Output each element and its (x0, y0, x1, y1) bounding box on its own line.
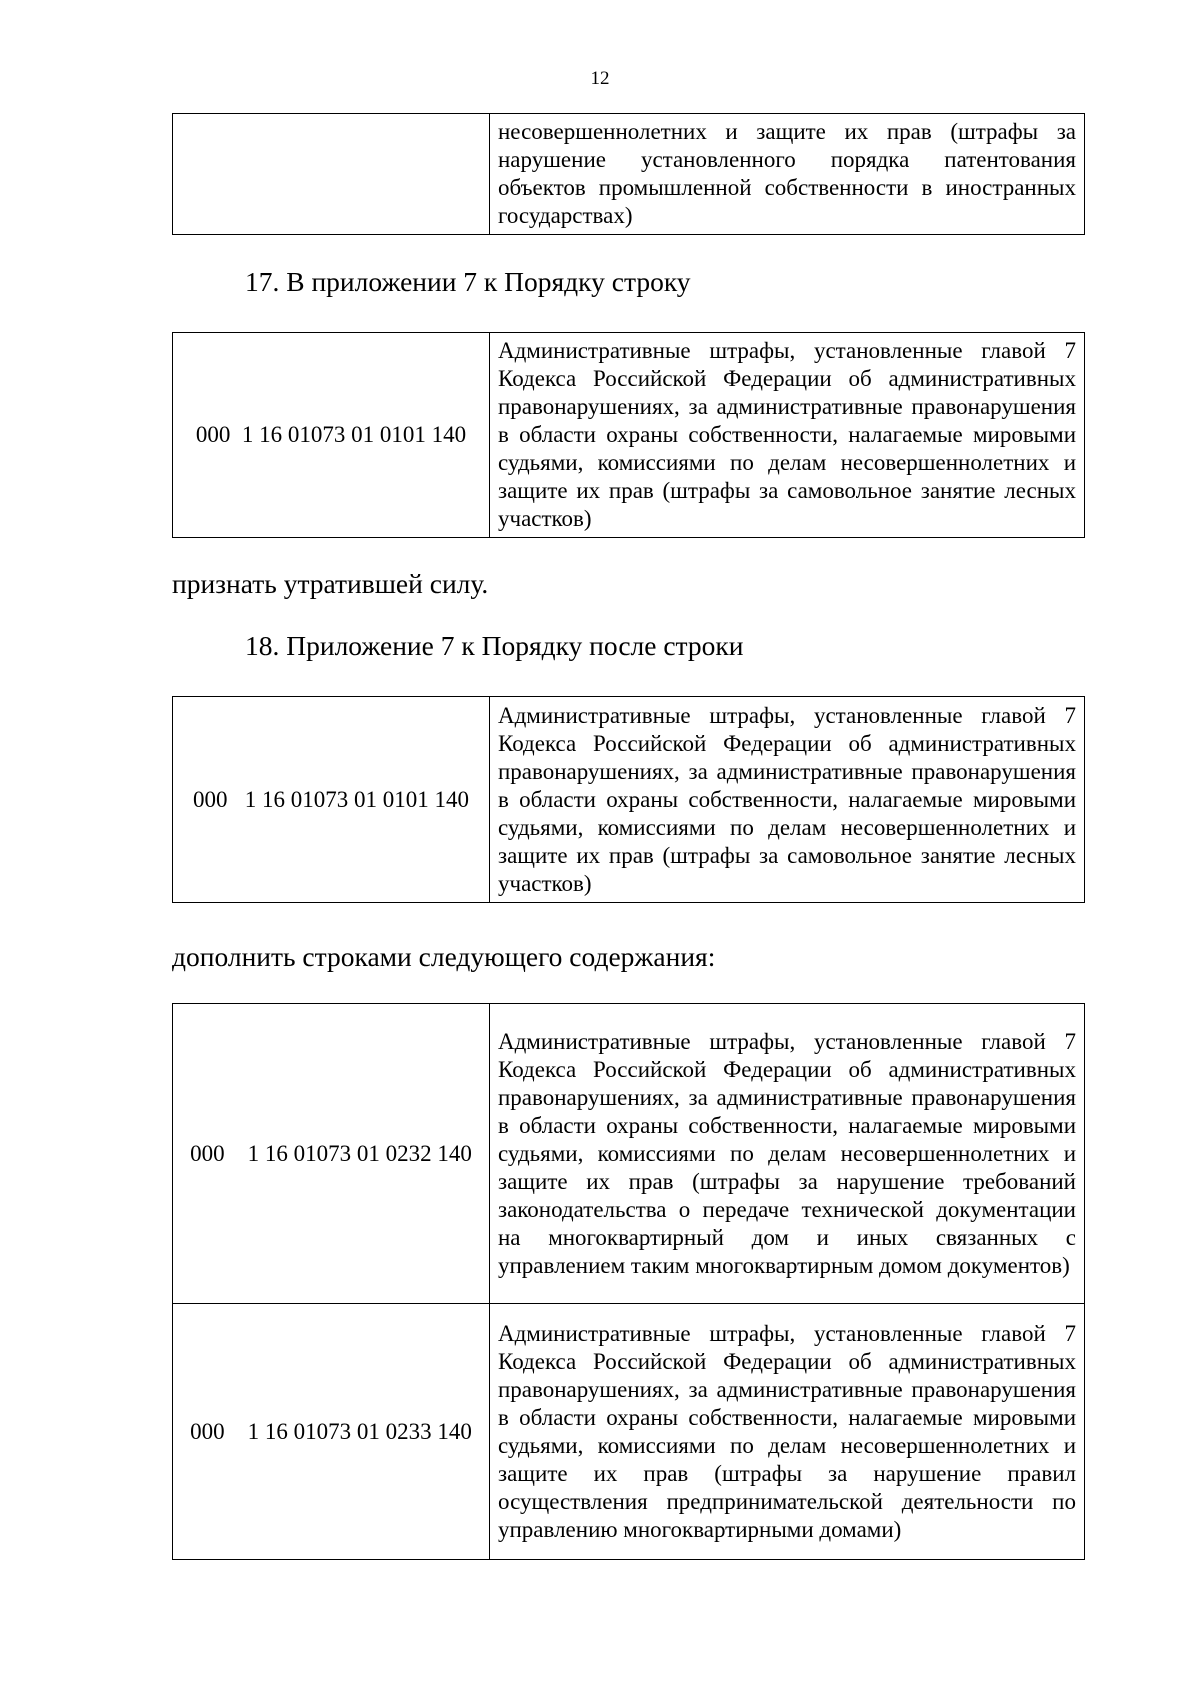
description-cell: Административные штрафы, установленные главой 7 Кодекса Российской Федерации об административных правонарушениях, за административные правонарушения в области охраны собственности, налагаемые мировыми судьями, комиссиями по делам несовершеннолетних и защите их прав (штрафы за самовольное занятие лесных участков) (490, 333, 1085, 538)
budget-code-cell (173, 114, 490, 235)
table-anchor-row (172, 696, 1085, 903)
paragraph-add: дополнить строками следующего содержания: (172, 941, 716, 972)
page-number: 12 (590, 68, 610, 89)
description-cell: несовершеннолетних и защите их прав (штрафы за нарушение установленного порядка патентования объектов промышленной собственности в иностранных государствах) (490, 114, 1085, 235)
description-cell: Административные штрафы, установленные главой 7 Кодекса Российской Федерации об административных правонарушениях, за административные правонарушения в области охраны собственности, налагаемые мировыми судьями, комиссиями по делам несовершеннолетних и защите их прав (штрафы за нарушение правил осуществления предпринимательской деятельности по управлению многоквартирными домами) (490, 1304, 1085, 1560)
budget-code-cell: 000 1 16 01073 01 0101 140 (173, 697, 490, 903)
table-row (173, 1004, 1085, 1304)
description-cell: Административные штрафы, установленные главой 7 Кодекса Российской Федерации об административных правонарушениях, за административные правонарушения в области охраны собственности, налагаемые мировыми судьями, комиссиями по делам несовершеннолетних и защите их прав (штрафы за самовольное занятие лесных участков) (490, 697, 1085, 903)
paragraph-17: 17. В приложении 7 к Порядку строку (245, 266, 691, 297)
budget-code-cell: 000 1 16 01073 01 0232 140 (173, 1004, 490, 1304)
table-row (173, 114, 1085, 235)
table-row (173, 1304, 1085, 1560)
table-row-to-remove (172, 332, 1085, 538)
paragraph-invalid: признать утратившей силу. (172, 568, 489, 599)
table-new-rows (172, 1003, 1085, 1560)
paragraph-18: 18. Приложение 7 к Порядку после строки (245, 630, 744, 661)
budget-code-cell: 000 1 16 01073 01 0233 140 (173, 1304, 490, 1560)
table-continuation (172, 113, 1085, 235)
budget-code-cell: 000 1 16 01073 01 0101 140 (173, 333, 490, 538)
table-row (173, 333, 1085, 538)
table-row (173, 697, 1085, 903)
description-cell: Административные штрафы, установленные главой 7 Кодекса Российской Федерации об административных правонарушениях, за административные правонарушения в области охраны собственности, налагаемые мировыми судьями, комиссиями по делам несовершеннолетних и защите их прав (штрафы за нарушение требований законодательства о передаче технической документации на многоквартирный дом и иных связанных с управлением таким многоквартирным домом документов) (490, 1004, 1085, 1304)
